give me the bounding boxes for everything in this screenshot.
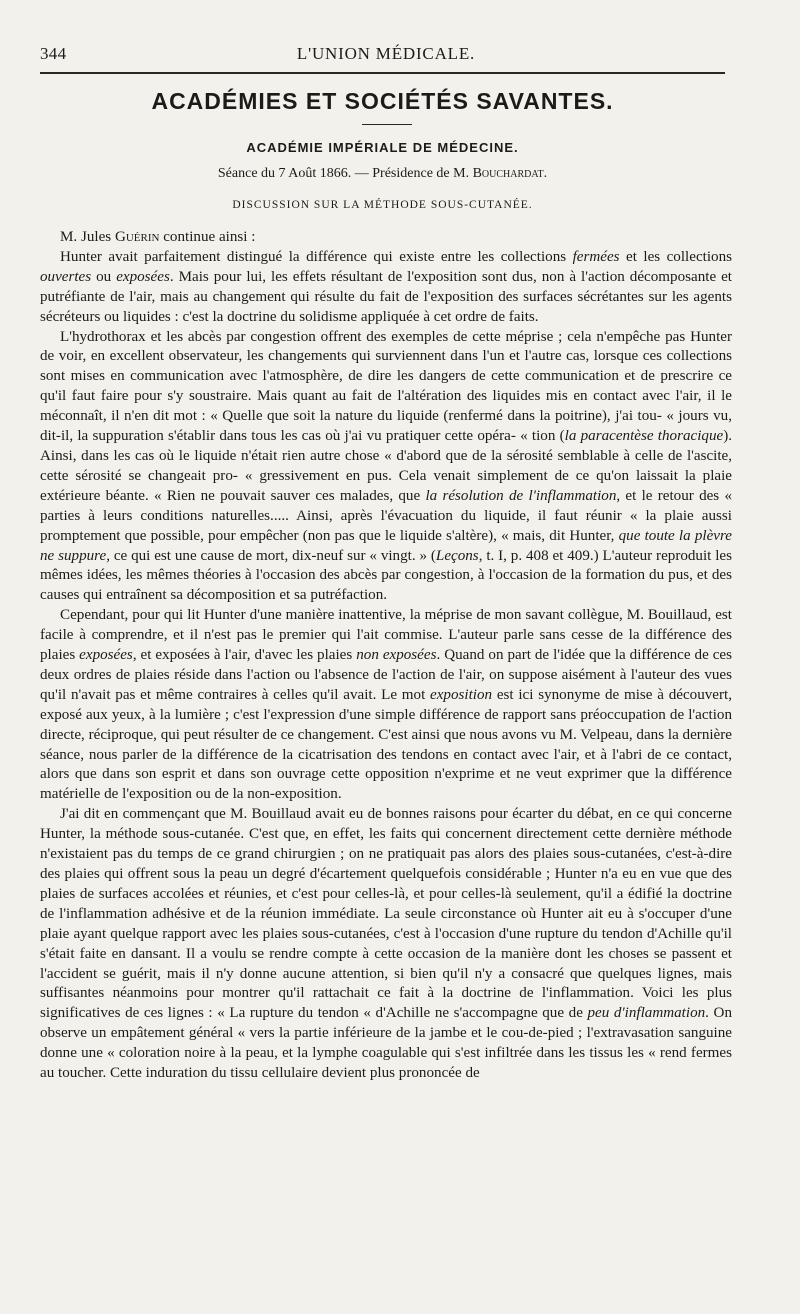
running-header [40, 44, 732, 68]
speaker-name: Guérin [114, 229, 160, 245]
paragraph-2: L'hydrothorax et les abcès par congestion offrent des exemples de cette méprise ; cela n'empêche pas Hunter de voir, en excellent observateur, les changements qui surviennent dans l'un et l'autre cas, lorsque ces collections sont mises en communication avec l'atmosphère, de dire les dangers de cette communication et de prescrire ce qu'il faut faire pour s'y soustraire. Mais quant au fait de l'altération des liquides mis en contact avec l'air, il le méconnaît, il n'en dit mot : « Quelle que soit la nature du liquide (renfermé dans la poitrine), j'ai tou- « jours vu, dit-il, la suppuration s'établir dans tous les cas où j'ai vu pratiquer cette opéra- « tion (la paracentèse thoracique). Ainsi, dans les cas où le liquide n'était rien autre chose « d'abord que de la sérosité semblable à celle de l'ascite, cette sérosité se changeait pro- « gressivement en pus. Cela venait simplement de ce qu'on laissait la plaie extérieure béante. « Rien ne pouvait sauver ces malades, que la résolution de l'inflammation, et le retour des « parties à leurs conditions naturelles..... Ainsi, après l'évacuation du liquide, il faut réunir « la plaie aussi promptement que possible, pour empêcher (non pas que le liquide s'altère), « mais, dit Hunter, que toute la plèvre ne suppure, ce qui est une cause de mort, dix-neuf sur « vingt. » (Leçons, t. I, p. 408 et 409.) L'auteur reproduit les mêmes idées, les mêmes théories à l'occasion des abcès par congestion, à l'occasion de la formation du pus, et des causes qui entraînent sa décomposition et sa putréfaction. [40, 328, 733, 604]
header-rule [40, 72, 725, 74]
page-number: 344 [40, 44, 67, 63]
article-body [40, 228, 732, 1084]
section-title: ACADÉMIES ET SOCIÉTÉS SAVANTES. [151, 88, 614, 114]
opening-line: M. Jules Guérin continue ainsi : [60, 229, 256, 245]
journal-title: L'UNION MÉDICALE. [296, 44, 476, 63]
session-president: Bouchardat [472, 166, 544, 181]
session-prefix: Séance du 7 Août 1866. — Présidence de M. [217, 166, 473, 181]
title-divider [362, 124, 412, 125]
discussion-heading: DISCUSSION SUR LA MÉTHODE SOUS-CUTANÉE. [232, 199, 533, 211]
academy-heading: ACADÉMIE IMPÉRIALE DE MÉDECINE. [246, 140, 519, 155]
session-line [40, 166, 725, 182]
paragraph-1: Hunter avait parfaitement distingué la différence qui existe entre les collections fermées et les collections ouvertes ou exposées. Mais pour lui, les effets résultant de l'exposition sont dus, non à l'action décomposante et putréfiante de l'air, mais au changement qui résulte du fait de l'exposition des surfaces sécrétantes sur les agents sécréteurs ou liquides : c'est la doctrine du solidisme appliquée à cet ordre de faits. [40, 248, 733, 325]
paragraph-4: J'ai dit en commençant que M. Bouillaud avait eu de bonnes raisons pour écarter du débat, en ce qui concerne Hunter, la méthode sous-cutanée. C'est que, en effet, les faits qui concernent directement cette dernière méthode n'existaient pas du temps de ce grand chirurgien ; on ne pratiquait pas alors des plaies sous-cutanées, c'est-à-dire des plaies qui offrent sous la peau un degré d'écartement quelquefois considérable ; Hunter n'a eu en vue que des plaies de surfaces accolées et réunies, et c'est pour celles-là, et pour celles-là seulement, qu'il a édifié la doctrine de l'inflammation adhésive et de la réunion immédiate. La seule circonstance où Hunter ait eu à s'occuper d'une plaie ayant quelque rapport avec les plaies sous-cutanées, c'est à l'occasion d'une rupture du tendon d'Achille qu'il s'était faite en dansant. Il a voulu se rendre compte à cette occasion de la manière dont les choses se passent et l'accident se guérit, mais il n'y donne aucune attention, si bien qu'il n'y a consacré que quelques lignes, mais suffisantes néanmoins pour montrer qu'il rattachait ce fait à la doctrine de l'inflammation. Voici les plus significatives de ces lignes : « La rupture du tendon « d'Achille ne s'accompagne que de peu d'inflammation. On observe un empâtement général « vers la partie inférieure de la jambe et le cou-de-pied ; l'extravasation sanguine donne une « coloration noire à la peau, et la lymphe coagulable qui s'est infiltrée dans les tissus les « rend fermes au toucher. Cette induration du tissu cellulaire devient plus prononcée de [40, 806, 732, 1082]
paragraph-3: Cependant, pour qui lit Hunter d'une manière inattentive, la méprise de mon savant collègue, M. Bouillaud, est facile à comprendre, et il n'est pas le premier qui l'ait commise. L'auteur parle sans cesse de la différence des plaies exposées, et exposées à l'air, d'avec les plaies non exposées. Quand on part de l'idée que la différence de ces deux ordres de plaies réside dans l'action ou l'absence de l'action de l'air, on suppose aisément à l'auteur des vues qu'il n'avait pas et même contraires à celles qu'il avait. Le mot exposition est ici synonyme de mise à découvert, exposé aux yeux, à la lumière ; c'est l'expression d'une simple différence de rapport sans préoccupation de l'action directe, réciproque, qui peut résulter de ce changement. C'est ainsi que nous avons vu M. Velpeau, dans la dernière séance, nous parler de la différence de la cicatrisation des tendons en contact avec l'air, et à l'abri de ce contact, alors que dans son esprit et dans son ouvrage cette opposition n'exprime et ne veut exprimer que la différence matérielle de l'exposition ou de la non-exposition. [40, 607, 733, 803]
session-suffix: . [543, 166, 548, 181]
